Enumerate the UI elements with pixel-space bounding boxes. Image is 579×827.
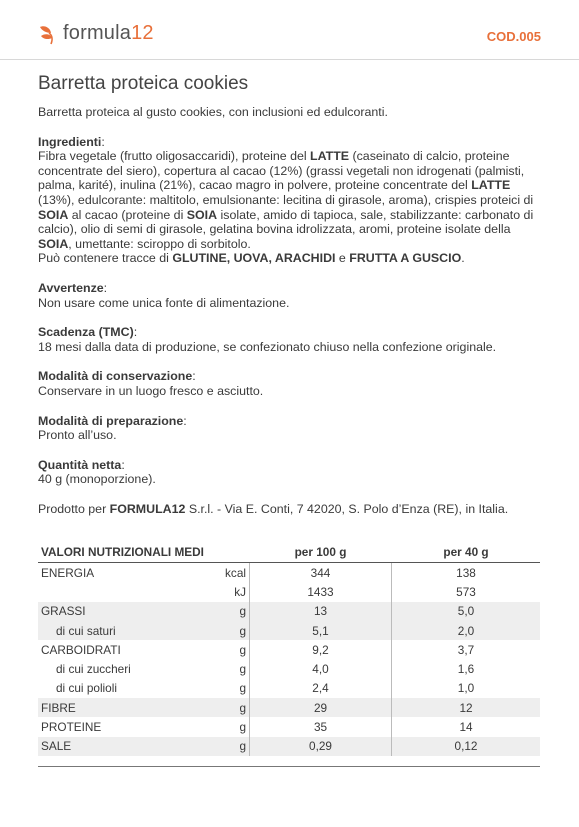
nutrition-table — [38, 542, 540, 767]
ingredients-heading: Ingredienti: — [38, 134, 105, 149]
nutrient-unit: g — [239, 662, 246, 677]
value-per-100g: 2,4 — [249, 679, 392, 698]
value-per-40g: 1,6 — [457, 662, 475, 677]
table-row — [38, 698, 540, 717]
value-per-40g: 1,0 — [457, 681, 475, 696]
value-per-100g: 35 — [249, 717, 392, 736]
section-text: Conservare in un luogo fresco e asciutto. — [38, 383, 264, 398]
table-row — [38, 602, 540, 621]
value-per-100g: 5,1 — [249, 621, 392, 640]
value-per-100g: 344 — [249, 563, 392, 582]
nutrient-name: PROTEINE — [41, 720, 102, 735]
product-code: COD.005 — [486, 29, 541, 44]
value-per-40g: 12 — [459, 700, 473, 715]
nutrition-table-body — [38, 563, 540, 756]
value-per-40g: 3,7 — [457, 642, 475, 657]
table-row — [38, 717, 540, 736]
table-row — [38, 563, 540, 582]
table-row — [38, 621, 540, 640]
leaf-logo-icon — [38, 23, 60, 45]
nutrient-unit: g — [239, 681, 246, 696]
header-per-40g: per 40 g — [443, 545, 489, 559]
net-quantity-section — [38, 458, 543, 487]
nutrient-unit: g — [239, 604, 246, 619]
logo-word: formula — [63, 22, 132, 44]
nutrient-unit: g — [239, 623, 246, 638]
nutrient-unit: g — [239, 700, 246, 715]
header-per-100g: per 100 g — [294, 545, 347, 559]
value-per-40g: 138 — [456, 565, 476, 580]
section-text: 40 g (monoporzione). — [38, 472, 156, 487]
section-heading: Avvertenze: — [38, 280, 108, 295]
value-per-100g: 13 — [249, 602, 392, 621]
producer-line: Prodotto per FORMULA12 S.r.l. - Via E. Conti, 7 42020, S. Polo d’Enza (RE), in Italia. — [38, 501, 509, 516]
value-per-100g: 9,2 — [249, 640, 392, 659]
logo-text — [63, 22, 154, 45]
label-content — [38, 105, 543, 516]
nutrient-name: GRASSI — [41, 604, 86, 619]
ingredients-text: Fibra vegetale (frutto oligosaccaridi), proteine del LATTE (caseinato di calcio, proteine concentrate del siero), copertura al cacao (12%) (grassi vegetali non idrogenati (palmisti, palma, karité), inulina (21%), cacao magro in polvere, proteine concentrate del LATTE (13%), edulcorante: maltitolo, emulsionante: lecitina di girasole, aroma), crispies proteici di SOIA al cacao (proteine di SOIA isolate, amido di tapioca, sale, stabilizzante: carbonato di calcio), olio di semi di girasole, gelatina bovina idrolizzata, aromi, proteine isolate della SOIA, umettante: sciroppo di sorbitolo. — [38, 149, 534, 251]
nutrient-unit: kcal — [225, 565, 246, 580]
nutrient-name: di cui polioli — [56, 681, 117, 696]
header — [38, 20, 541, 52]
table-row — [38, 659, 540, 678]
section-heading: Modalità di preparazione: — [38, 413, 187, 428]
nutrient-name: CARBOIDRATI — [41, 642, 121, 657]
nutrient-name: ENERGIA — [41, 565, 95, 580]
storage-section — [38, 369, 543, 398]
warnings-section — [38, 281, 543, 310]
table-row — [38, 737, 540, 756]
nutrient-name: di cui saturi — [56, 623, 116, 638]
page-title: Barretta proteica cookies — [38, 73, 249, 94]
value-per-40g: 2,0 — [457, 623, 475, 638]
nutrient-unit: g — [239, 642, 246, 657]
header-nutrient: VALORI NUTRIZIONALI MEDI — [41, 545, 204, 559]
value-per-40g: 0,12 — [454, 739, 478, 754]
allergen-traces: Può contenere tracce di GLUTINE, UOVA, ARACHIDI e FRUTTA A GUSCIO. — [38, 251, 465, 266]
header-divider — [0, 59, 579, 60]
nutrient-unit: g — [239, 720, 246, 735]
value-per-100g: 0,29 — [249, 737, 392, 756]
section-text: Non usare come unica fonte di alimentazione. — [38, 295, 290, 310]
table-row — [38, 582, 540, 601]
section-heading: Modalità di conservazione: — [38, 369, 196, 384]
table-row — [38, 640, 540, 659]
value-per-40g: 14 — [459, 720, 473, 735]
value-per-100g: 1433 — [249, 582, 392, 601]
nutrition-table-header — [38, 542, 540, 563]
table-row — [38, 679, 540, 698]
section-heading: Quantità netta: — [38, 457, 125, 472]
brand-logo — [38, 22, 154, 45]
section-heading: Scadenza (TMC): — [38, 325, 138, 340]
table-bottom-rule — [38, 766, 540, 767]
value-per-100g: 29 — [249, 698, 392, 717]
product-description: Barretta proteica al gusto cookies, con inclusioni ed edulcoranti. — [38, 105, 388, 119]
section-text: 18 mesi dalla data di produzione, se confezionato chiuso nella confezione originale. — [38, 339, 497, 354]
value-per-100g: 4,0 — [249, 659, 392, 678]
ingredients-section — [38, 135, 543, 266]
nutrient-unit: g — [239, 739, 246, 754]
value-per-40g: 573 — [456, 584, 476, 599]
nutrient-name: di cui zuccheri — [56, 662, 131, 677]
nutrient-unit: kJ — [234, 584, 246, 599]
nutrient-name: FIBRE — [41, 700, 76, 715]
nutrient-name: SALE — [41, 739, 72, 754]
preparation-section — [38, 414, 543, 443]
logo-number: 12 — [131, 22, 154, 44]
expiry-section — [38, 325, 543, 354]
section-text: Pronto all’uso. — [38, 428, 117, 443]
value-per-40g: 5,0 — [457, 604, 475, 619]
